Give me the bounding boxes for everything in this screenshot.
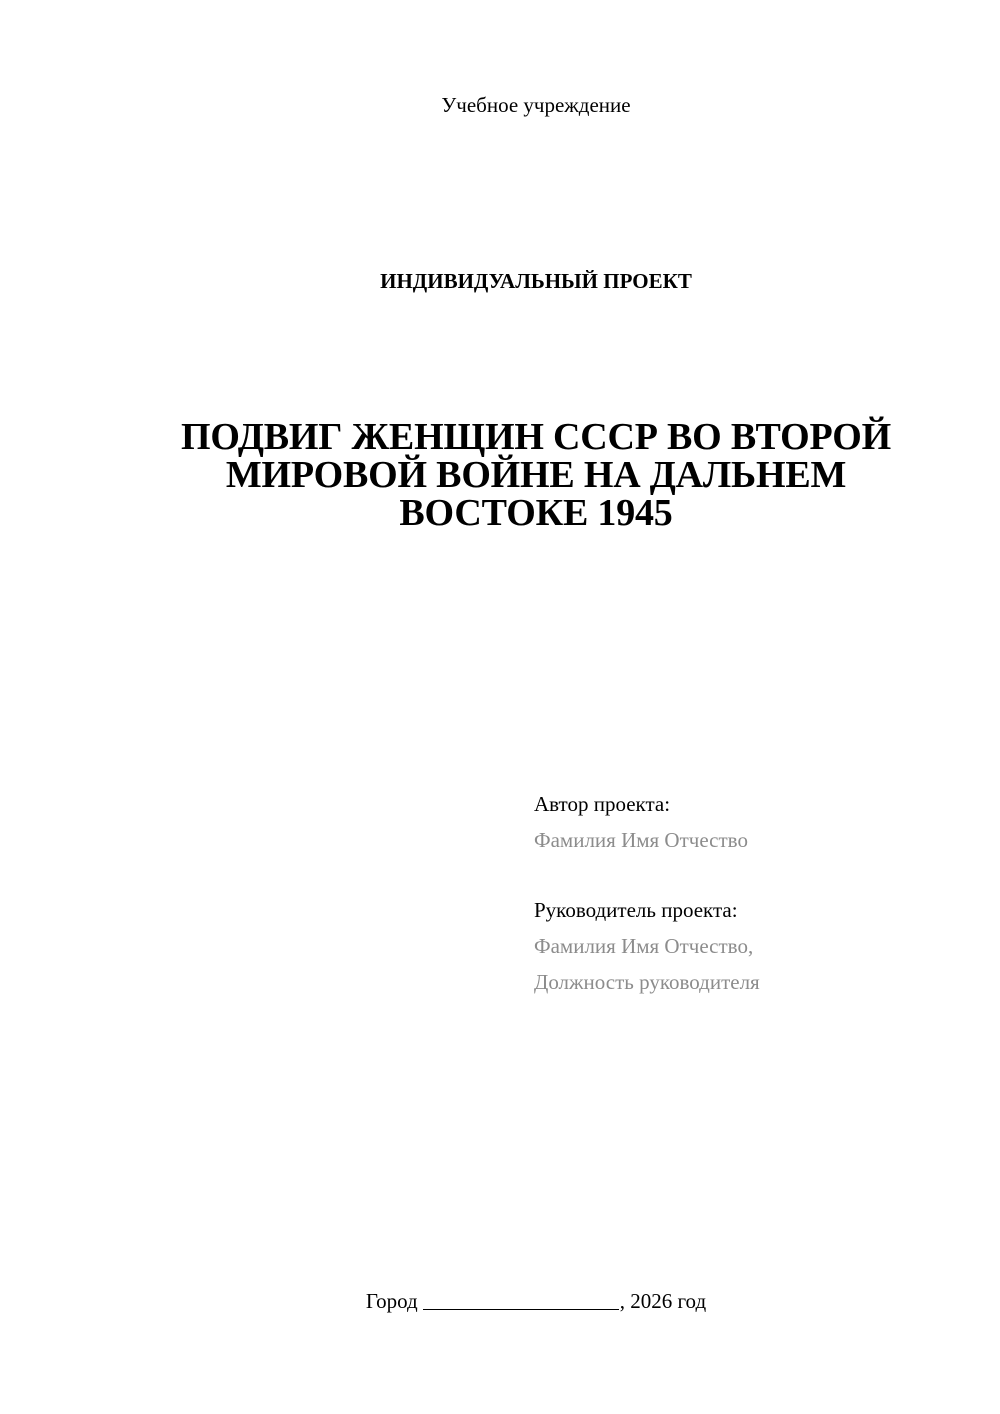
- project-title: [165, 418, 907, 532]
- supervisor-position-placeholder: Должность руководителя: [534, 970, 760, 994]
- credits-spacer: [534, 858, 974, 892]
- city-label: Город: [365, 1289, 418, 1313]
- credits-block: [534, 786, 974, 1000]
- author-name-placeholder: Фамилия Имя Отчество: [534, 828, 748, 852]
- project-title-line-2: МИРОВОЙ ВОЙНЕ НА ДАЛЬНЕМ: [225, 454, 847, 496]
- project-title-line-3: ВОСТОКЕ 1945: [399, 492, 673, 534]
- author-label: Автор проекта:: [534, 792, 671, 816]
- project-title-line-1: ПОДВИГ ЖЕНЩИН СССР ВО ВТОРОЙ: [181, 416, 891, 458]
- footer-city-year: [0, 1286, 1000, 1316]
- project-type-heading: ИНДИВИДУАЛЬНЫЙ ПРОЕКТ: [380, 269, 692, 293]
- city-blank-line: [423, 1289, 619, 1310]
- supervisor-name-placeholder: Фамилия Имя Отчество,: [534, 934, 754, 958]
- institution-name: Учебное учреждение: [441, 93, 631, 117]
- year-text: , 2026 год: [619, 1289, 707, 1313]
- supervisor-label: Руководитель проекта:: [534, 898, 738, 922]
